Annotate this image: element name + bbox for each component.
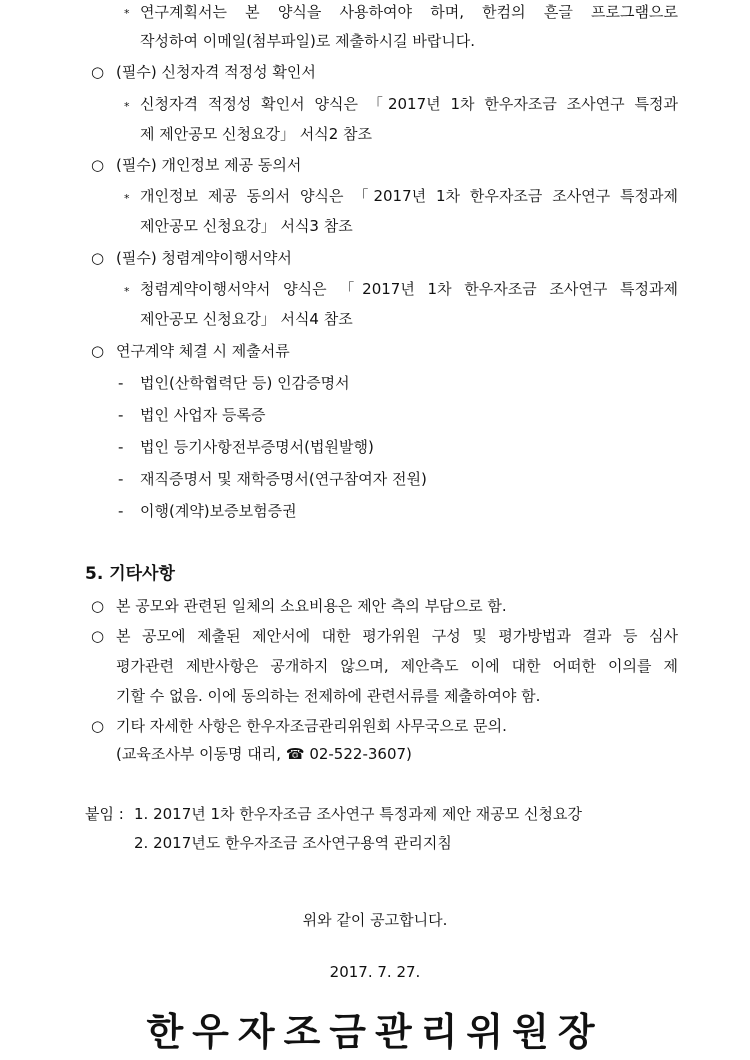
circle-bullet: ○	[91, 597, 105, 615]
circle-bullet: ○	[91, 63, 105, 81]
attachments-label: 붙임 :	[85, 805, 124, 823]
note-marker: *	[124, 192, 130, 205]
dash-bullet: -	[118, 470, 124, 488]
section5-paragraph-3: 기타 자세한 사항은 한우자조금관리위원회 사무국으로 문의.	[116, 717, 507, 735]
qualification-note-line2: 제 제안공모 신청요강」 서식2 참조	[140, 125, 372, 143]
section5-paragraph-2-line1: 본 공모에 제출된 제안서에 대한 평가위원 구성 및 평가방법과 결과 등 심사	[116, 627, 678, 645]
contract-doc-item: 법인 사업자 등록증	[140, 406, 266, 424]
privacy-note-line2: 제안공모 신청요강」 서식3 참조	[140, 217, 353, 235]
privacy-title: (필수) 개인정보 제공 동의서	[116, 156, 302, 174]
dash-bullet: -	[118, 438, 124, 456]
integrity-note-line2: 제안공모 신청요강」 서식4 참조	[140, 310, 353, 328]
contact-prefix: (교육조사부 이동명 대리,	[116, 745, 282, 763]
contract-doc-item: 법인 등기사항전부증명서(법원발행)	[140, 438, 374, 456]
note-marker: *	[124, 285, 130, 298]
privacy-note-line1: 개인정보 제공 동의서 양식은 「2017년 1차 한우자조금 조사연구 특정과제	[140, 187, 678, 205]
contract-docs-title: 연구계약 체결 시 제출서류	[116, 342, 290, 360]
top-note-line2: 작성하여 이메일(첨부파일)로 제출하시길 바랍니다.	[140, 32, 476, 50]
contact-line	[116, 744, 412, 764]
section5-paragraph-2-line2: 평가관련 제반사항은 공개하지 않으며, 제안측도 이에 대한 어떠한 이의를 제	[116, 657, 678, 675]
contract-doc-item: 법인(산학협력단 등) 인감증명서	[140, 374, 350, 392]
qualification-note-line1: 신청자격 적정성 확인서 양식은 「2017년 1차 한우자조금 조사연구 특정과	[140, 95, 678, 113]
closing-notice: 위와 같이 공고합니다.	[302, 911, 448, 929]
issuer-signature: 한우자조금관리위원장	[146, 1009, 604, 1054]
circle-bullet: ○	[91, 156, 105, 174]
note-marker: *	[124, 100, 130, 113]
contract-doc-item: 재직증명서 및 재학증명서(연구참여자 전원)	[140, 470, 427, 488]
note-marker: *	[124, 7, 130, 20]
top-note-line1: 연구계획서는 본 양식을 사용하여야 하며, 한컴의 흔글 프로그램으로	[140, 3, 678, 21]
circle-bullet: ○	[91, 249, 105, 267]
qualification-title: (필수) 신청자격 적정성 확인서	[116, 63, 316, 81]
integrity-title: (필수) 청렴계약이행서약서	[116, 249, 292, 267]
dash-bullet: -	[118, 374, 124, 392]
dash-bullet: -	[118, 406, 124, 424]
attachment-item-2: 2. 2017년도 한우자조금 조사연구용역 관리지침	[134, 834, 452, 852]
contract-doc-item: 이행(계약)보증보험증권	[140, 502, 297, 520]
section-5-heading: 5. 기타사항	[85, 564, 175, 584]
circle-bullet: ○	[91, 627, 105, 645]
announcement-date: 2017. 7. 27.	[329, 963, 421, 981]
contact-phone: 02-522-3607)	[309, 745, 412, 763]
dash-bullet: -	[118, 502, 124, 520]
section5-paragraph-2-line3: 기할 수 없음. 이에 동의하는 전제하에 관련서류를 제출하여야 함.	[116, 687, 541, 705]
integrity-note-line1: 청렴계약이행서약서 양식은 「2017년 1차 한우자조금 조사연구 특정과제	[140, 280, 678, 298]
phone-icon: ☎	[285, 745, 305, 763]
section5-paragraph-1: 본 공모와 관련된 일체의 소요비용은 제안 측의 부담으로 함.	[116, 597, 507, 615]
circle-bullet: ○	[91, 717, 105, 735]
circle-bullet: ○	[91, 342, 105, 360]
attachment-item-1: 1. 2017년 1차 한우자조금 조사연구 특정과제 제안 재공모 신청요강	[134, 805, 582, 823]
